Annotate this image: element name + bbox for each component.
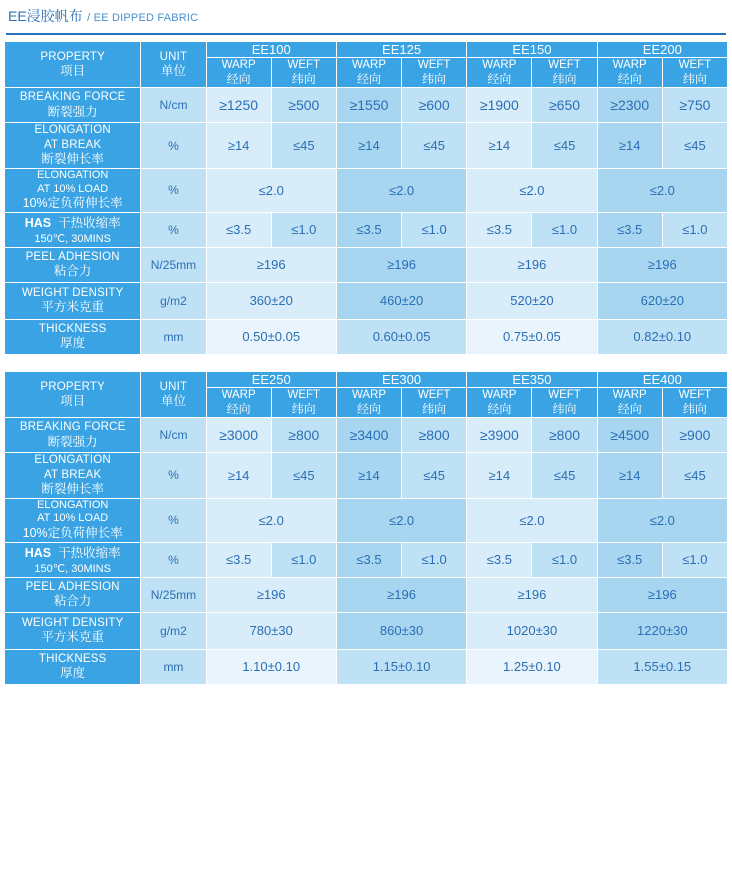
cell-value: ≥14: [597, 123, 662, 168]
cell-value: ≤1.0: [271, 542, 336, 577]
cell-value: ≥800: [402, 418, 467, 453]
row-unit: mm: [141, 649, 206, 684]
cell-value: ≥196: [336, 577, 466, 612]
cell-value: ≥14: [336, 453, 401, 498]
row-unit: %: [141, 542, 206, 577]
cell-value: 860±30: [336, 612, 466, 649]
table-row: [5, 168, 728, 212]
grade-header: EE350: [467, 371, 597, 387]
cell-value: 1220±30: [597, 612, 727, 649]
cell-value: ≤2.0: [467, 498, 597, 542]
cell-value: 1.10±0.10: [206, 649, 336, 684]
cell-value: ≤45: [402, 123, 467, 168]
cell-value: ≤2.0: [336, 168, 466, 212]
cell-value: ≤45: [271, 123, 336, 168]
table-row: [5, 247, 728, 282]
cell-value: ≥196: [597, 577, 727, 612]
header-warp: WARP 经向: [206, 387, 271, 417]
page-title: [4, 0, 728, 30]
cell-value: ≥650: [532, 88, 597, 123]
header-weft: WEFT 纬向: [662, 58, 727, 88]
cell-value: 620±20: [597, 282, 727, 319]
cell-value: ≥14: [467, 453, 532, 498]
row-label-thickness: THICKNESS 厚度: [5, 319, 141, 354]
cell-value: ≥3000: [206, 418, 271, 453]
cell-value: ≤2.0: [206, 168, 336, 212]
cell-value: ≥800: [271, 418, 336, 453]
cell-value: ≤1.0: [271, 212, 336, 247]
cell-value: ≥14: [206, 453, 271, 498]
cell-value: ≤3.5: [206, 542, 271, 577]
cell-value: ≤45: [532, 123, 597, 168]
cell-value: 0.50±0.05: [206, 319, 336, 354]
row-unit: N/25mm: [141, 247, 206, 282]
table-row: [5, 612, 728, 649]
cell-value: 0.82±0.10: [597, 319, 727, 354]
row-unit: N/25mm: [141, 577, 206, 612]
row-label-breaking-force: BREAKING FORCE 断裂强力: [5, 418, 141, 453]
cell-value: ≥3400: [336, 418, 401, 453]
header-weft: WEFT 纬向: [271, 387, 336, 417]
cell-value: ≤3.5: [336, 212, 401, 247]
header-weft: WEFT 纬向: [662, 387, 727, 417]
cell-value: ≥600: [402, 88, 467, 123]
row-label-thickness: THICKNESS 厚度: [5, 649, 141, 684]
cell-value: ≥196: [467, 577, 597, 612]
header-property: PROPERTY 项目: [5, 371, 141, 417]
cell-value: ≤1.0: [662, 542, 727, 577]
header-warp: WARP 经向: [467, 387, 532, 417]
spec-table-1: [4, 41, 728, 355]
cell-value: ≥1900: [467, 88, 532, 123]
header-unit: UNIT 单位: [141, 371, 206, 417]
header-property: [5, 42, 141, 88]
grade-header: EE100: [206, 42, 336, 58]
cell-value: ≤2.0: [597, 168, 727, 212]
cell-value: 780±30: [206, 612, 336, 649]
header-weft: WEFT 纬向: [402, 58, 467, 88]
cell-value: ≥14: [206, 123, 271, 168]
cell-value: ≤1.0: [662, 212, 727, 247]
table-header-row-grades: [5, 371, 728, 387]
cell-value: 520±20: [467, 282, 597, 319]
row-unit: g/m2: [141, 282, 206, 319]
cell-value: ≥900: [662, 418, 727, 453]
row-unit: %: [141, 212, 206, 247]
header-weft: WEFT 纬向: [271, 58, 336, 88]
cell-value: ≤2.0: [467, 168, 597, 212]
cell-value: ≤45: [662, 123, 727, 168]
cell-value: ≥1250: [206, 88, 271, 123]
cell-value: ≤45: [662, 453, 727, 498]
cell-value: ≤45: [402, 453, 467, 498]
row-label-has: HAS 干热收缩率 150℃, 30MINS: [5, 212, 141, 247]
grade-header: EE200: [597, 42, 727, 58]
cell-value: ≤3.5: [597, 212, 662, 247]
cell-value: ≥196: [336, 247, 466, 282]
cell-value: ≤3.5: [206, 212, 271, 247]
title-divider: [6, 33, 726, 35]
cell-value: ≤3.5: [467, 542, 532, 577]
cell-value: ≥14: [597, 453, 662, 498]
cell-value: ≥14: [467, 123, 532, 168]
header-unit-cn: 单位: [160, 64, 186, 79]
cell-value: ≤1.0: [532, 542, 597, 577]
table-row: [5, 88, 728, 123]
cell-value: 0.75±0.05: [467, 319, 597, 354]
header-weft: WEFT 纬向: [402, 387, 467, 417]
cell-value: ≥2300: [597, 88, 662, 123]
cell-value: ≥500: [271, 88, 336, 123]
table-row: [5, 319, 728, 354]
row-unit: N/cm: [141, 88, 206, 123]
cell-value: ≥196: [467, 247, 597, 282]
row-unit: %: [141, 498, 206, 542]
row-unit: N/cm: [141, 418, 206, 453]
cell-value: 360±20: [206, 282, 336, 319]
cell-value: ≤1.0: [402, 212, 467, 247]
cell-value: ≤2.0: [336, 498, 466, 542]
spec-table-2: [4, 371, 728, 685]
row-unit: %: [141, 168, 206, 212]
row-label-weight-density: WEIGHT DENSITY 平方米克重: [5, 612, 141, 649]
page-title-cn: EE浸胶帆布: [8, 8, 83, 24]
cell-value: ≤3.5: [597, 542, 662, 577]
row-label-breaking-force: BREAKING FORCE 断裂强力: [5, 88, 141, 123]
grade-header: EE400: [597, 371, 727, 387]
header-warp: WARP 经向: [597, 58, 662, 88]
row-label-has: HAS 干热收缩率 150℃, 30MINS: [5, 542, 141, 577]
table-row: [5, 453, 728, 498]
page-title-en: / EE DIPPED FABRIC: [87, 12, 199, 24]
cell-value: ≤1.0: [532, 212, 597, 247]
grade-header: EE150: [467, 42, 597, 58]
cell-value: ≤3.5: [336, 542, 401, 577]
cell-value: ≥196: [597, 247, 727, 282]
row-unit: g/m2: [141, 612, 206, 649]
header-warp: WARP 经向: [597, 387, 662, 417]
grade-header: EE300: [336, 371, 466, 387]
cell-value: ≤2.0: [206, 498, 336, 542]
cell-value: ≤1.0: [402, 542, 467, 577]
header-property-en: PROPERTY: [40, 50, 105, 63]
table-header-row-grades: [5, 42, 728, 58]
cell-value: 460±20: [336, 282, 466, 319]
header-weft: WEFT 纬向: [532, 387, 597, 417]
header-warp: WARP 经向: [467, 58, 532, 88]
grade-header: EE250: [206, 371, 336, 387]
cell-value: ≥750: [662, 88, 727, 123]
cell-value: 1020±30: [467, 612, 597, 649]
cell-value: ≥3900: [467, 418, 532, 453]
row-label-elongation-at-break: ELONGATION AT BREAK 断裂伸长率: [5, 453, 141, 498]
table-row: [5, 123, 728, 168]
cell-value: ≥4500: [597, 418, 662, 453]
table-row: [5, 212, 728, 247]
cell-value: ≥196: [206, 577, 336, 612]
cell-value: ≥800: [532, 418, 597, 453]
row-label-peel-adhesion: PEEL ADHESION 粘合力: [5, 247, 141, 282]
cell-value: ≥14: [336, 123, 401, 168]
cell-value: ≤3.5: [467, 212, 532, 247]
row-label-weight-density: WEIGHT DENSITY 平方米克重: [5, 282, 141, 319]
header-warp: WARP 经向: [206, 58, 271, 88]
cell-value: 1.25±0.10: [467, 649, 597, 684]
row-label-peel-adhesion: PEEL ADHESION 粘合力: [5, 577, 141, 612]
table-row: [5, 418, 728, 453]
cell-value: ≥1550: [336, 88, 401, 123]
cell-value: ≤45: [271, 453, 336, 498]
cell-value: ≤45: [532, 453, 597, 498]
table-row: [5, 542, 728, 577]
header-warp: WARP 经向: [336, 387, 401, 417]
table-row: [5, 649, 728, 684]
cell-value: 1.55±0.15: [597, 649, 727, 684]
table-row: [5, 282, 728, 319]
row-label-elongation-at-break: ELONGATION AT BREAK 断裂伸长率: [5, 123, 141, 168]
cell-value: 0.60±0.05: [336, 319, 466, 354]
header-unit: [141, 42, 206, 88]
row-unit: %: [141, 123, 206, 168]
row-unit: mm: [141, 319, 206, 354]
header-weft: WEFT 纬向: [532, 58, 597, 88]
row-label-elongation-10-load: ELONGATION AT 10% LOAD 10%定负荷伸长率: [5, 168, 141, 212]
table-row: [5, 577, 728, 612]
table-row: [5, 498, 728, 542]
cell-value: 1.15±0.10: [336, 649, 466, 684]
header-warp: WARP 经向: [336, 58, 401, 88]
row-label-elongation-10-load: ELONGATION AT 10% LOAD 10%定负荷伸长率: [5, 498, 141, 542]
grade-header: EE125: [336, 42, 466, 58]
header-unit-en: UNIT: [159, 50, 188, 63]
cell-value: ≤2.0: [597, 498, 727, 542]
cell-value: ≥196: [206, 247, 336, 282]
header-property-cn: 项目: [60, 64, 86, 79]
row-unit: %: [141, 453, 206, 498]
